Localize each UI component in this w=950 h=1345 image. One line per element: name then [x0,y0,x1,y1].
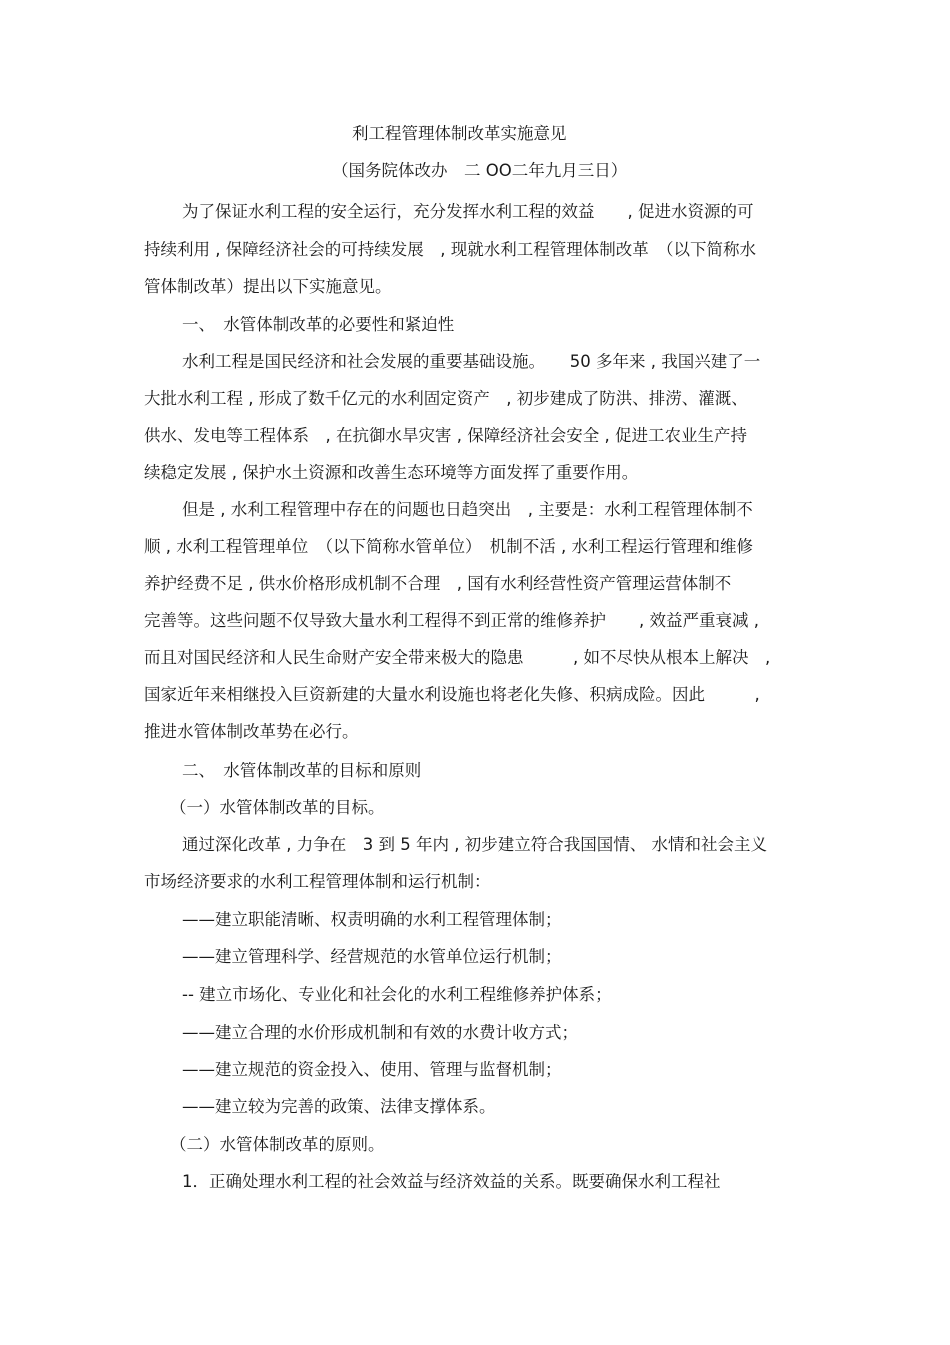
paragraph-line: 国家近年来相继投入巨资新建的大量水利设施也将老化失修、积病成险。因此 , [144,685,760,704]
paragraph-line: 而且对国民经济和人民生命财产安全带来极大的隐患 , 如不尽快从根本上解决 , [144,648,771,667]
paragraph-line: 推进水管体制改革势在必行。 [144,722,359,741]
paragraph-line: 供水、发电等工程体系 , 在抗御水旱灾害 , 保障经济社会安全 , 促进工农业生产持 [144,426,747,445]
paragraph-line: 顺 , 水利工程管理单位 （以下简称水管单位） 机制不活 , 水利工程运行管理和维修 [144,537,753,556]
paragraph-line: 市场经济要求的水利工程管理体制和运行机制： [144,872,491,891]
paragraph-line: 通过深化改革 , 力争在 3 到 5 年内 , 初步建立符合我国国情、 水情和社会主义 [182,835,767,854]
subsection-heading: （一）水管体制改革的目标。 [170,798,385,817]
list-item: ——建立合理的水价形成机制和有效的水费计收方式； [182,1023,578,1042]
paragraph-line: 完善等。这些问题不仅导致大量水利工程得不到正常的维修养护 , 效益严重衰减 , [144,611,759,630]
document-subtitle: （国务院体改办 二 OO二年九月三日） [332,161,628,180]
list-item: ——建立职能清晰、权责明确的水利工程管理体制； [182,910,562,929]
section-heading: 一、 水管体制改革的必要性和紧迫性 [182,315,455,334]
list-item: -- 建立市场化、专业化和社会化的水利工程维修养护体系； [182,985,612,1004]
paragraph-line: 大批水利工程 , 形成了数千亿元的水利固定资产 , 初步建成了防洪、排涝、灌溉、 [144,389,748,408]
paragraph-line: 续稳定发展 , 保护水土资源和改善生态环境等方面发挥了重要作用。 [144,463,639,482]
list-item: ——建立规范的资金投入、使用、管理与监督机制； [182,1060,562,1079]
paragraph-line: 1．正确处理水利工程的社会效益与经济效益的关系。既要确保水利工程社 [182,1172,721,1191]
paragraph-line: 为了保证水利工程的安全运行，充分发挥水利工程的效益 , 促进水资源的可 [182,202,754,221]
paragraph-line: 管体制改革）提出以下实施意见。 [144,277,392,296]
list-item: ——建立较为完善的政策、法律支撑体系。 [182,1097,496,1116]
subsection-heading: （二）水管体制改革的原则。 [170,1135,385,1154]
section-heading: 二、 水管体制改革的目标和原则 [182,761,422,780]
document-title: 利工程管理体制改革实施意见 [352,124,567,143]
list-item: ——建立管理科学、经营规范的水管单位运行机制； [182,947,562,966]
paragraph-line: 水利工程是国民经济和社会发展的重要基础设施。 50 多年来 , 我国兴建了一 [182,352,761,371]
paragraph-line: 但是 , 水利工程管理中存在的问题也日趋突出 , 主要是：水利工程管理体制不 [182,500,753,519]
paragraph-line: 持续利用 , 保障经济社会的可持续发展 , 现就水利工程管理体制改革 （以下简称水 [144,240,756,259]
paragraph-line: 养护经费不足 , 供水价格形成机制不合理 , 国有水利经营性资产管理运营体制不 [144,574,732,593]
